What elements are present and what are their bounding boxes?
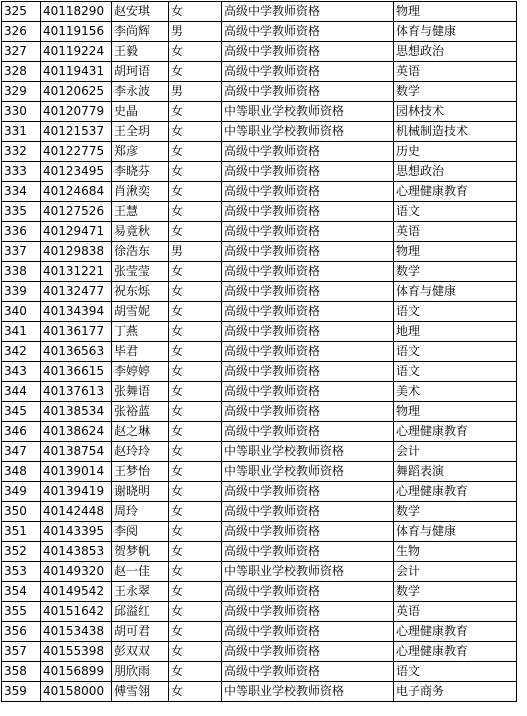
candidate-id-cell: 40120779 xyxy=(41,102,112,122)
gender-cell: 女 xyxy=(169,282,222,302)
row-number-cell: 336 xyxy=(2,222,41,242)
table-row xyxy=(2,342,517,362)
candidate-id-cell: 40139419 xyxy=(41,482,112,502)
subject-cell: 生物 xyxy=(394,542,517,562)
subject-cell: 语文 xyxy=(394,342,517,362)
qualification-cell: 高级中学教师资格 xyxy=(222,642,394,662)
subject-cell: 语文 xyxy=(394,302,517,322)
candidate-id-cell: 40119156 xyxy=(41,22,112,42)
name-cell: 王慧 xyxy=(112,202,169,222)
qualification-cell: 高级中学教师资格 xyxy=(222,222,394,242)
gender-cell: 女 xyxy=(169,682,222,702)
subject-cell: 体育与健康 xyxy=(394,22,517,42)
qualification-cell: 高级中学教师资格 xyxy=(222,202,394,222)
table-row xyxy=(2,622,517,642)
table-row xyxy=(2,382,517,402)
gender-cell: 女 xyxy=(169,182,222,202)
subject-cell: 语文 xyxy=(394,202,517,222)
gender-cell: 女 xyxy=(169,162,222,182)
name-cell: 傅雪翎 xyxy=(112,682,169,702)
name-cell: 王永翠 xyxy=(112,582,169,602)
subject-cell: 心理健康教育 xyxy=(394,642,517,662)
candidate-id-cell: 40131221 xyxy=(41,262,112,282)
table-row xyxy=(2,242,517,262)
row-number-cell: 354 xyxy=(2,582,41,602)
candidate-id-cell: 40138754 xyxy=(41,442,112,462)
qualification-cell: 中等职业学校教师资格 xyxy=(222,682,394,702)
name-cell: 王全玥 xyxy=(112,122,169,142)
qualification-cell: 高级中学教师资格 xyxy=(222,502,394,522)
gender-cell: 女 xyxy=(169,462,222,482)
table-row xyxy=(2,42,517,62)
table-row xyxy=(2,202,517,222)
name-cell: 徐浩东 xyxy=(112,242,169,262)
candidate-id-cell: 40127526 xyxy=(41,202,112,222)
name-cell: 王梦怡 xyxy=(112,462,169,482)
table-row xyxy=(2,642,517,662)
candidate-id-cell: 40136563 xyxy=(41,342,112,362)
row-number-cell: 330 xyxy=(2,102,41,122)
name-cell: 李尚辉 xyxy=(112,22,169,42)
table-row xyxy=(2,322,517,342)
candidate-id-cell: 40149542 xyxy=(41,582,112,602)
table-row xyxy=(2,282,517,302)
table-row xyxy=(2,662,517,682)
qualification-cell: 高级中学教师资格 xyxy=(222,162,394,182)
subject-cell: 英语 xyxy=(394,62,517,82)
name-cell: 王毅 xyxy=(112,42,169,62)
table-row xyxy=(2,142,517,162)
name-cell: 周玲 xyxy=(112,502,169,522)
name-cell: 郑彦 xyxy=(112,142,169,162)
qualification-cell: 高级中学教师资格 xyxy=(222,382,394,402)
qualification-cell: 高级中学教师资格 xyxy=(222,2,394,22)
candidate-id-cell: 40119224 xyxy=(41,42,112,62)
candidate-id-cell: 40132477 xyxy=(41,282,112,302)
gender-cell: 女 xyxy=(169,262,222,282)
qualification-cell: 中等职业学校教师资格 xyxy=(222,562,394,582)
row-number-cell: 335 xyxy=(2,202,41,222)
name-cell: 李婷婷 xyxy=(112,362,169,382)
candidate-id-cell: 40121537 xyxy=(41,122,112,142)
subject-cell: 英语 xyxy=(394,222,517,242)
subject-cell: 数学 xyxy=(394,82,517,102)
row-number-cell: 347 xyxy=(2,442,41,462)
row-number-cell: 333 xyxy=(2,162,41,182)
gender-cell: 女 xyxy=(169,482,222,502)
table-row xyxy=(2,482,517,502)
candidate-id-cell: 40120625 xyxy=(41,82,112,102)
candidate-id-cell: 40119431 xyxy=(41,62,112,82)
gender-cell: 女 xyxy=(169,522,222,542)
candidate-id-cell: 40136615 xyxy=(41,362,112,382)
qualification-cell: 高级中学教师资格 xyxy=(222,282,394,302)
gender-cell: 男 xyxy=(169,22,222,42)
gender-cell: 女 xyxy=(169,542,222,562)
qualification-cell: 中等职业学校教师资格 xyxy=(222,122,394,142)
gender-cell: 女 xyxy=(169,2,222,22)
qualification-cell: 高级中学教师资格 xyxy=(222,42,394,62)
qualification-cell: 高级中学教师资格 xyxy=(222,182,394,202)
gender-cell: 女 xyxy=(169,122,222,142)
qualification-cell: 高级中学教师资格 xyxy=(222,82,394,102)
gender-cell: 女 xyxy=(169,642,222,662)
qualification-cell: 高级中学教师资格 xyxy=(222,522,394,542)
gender-cell: 女 xyxy=(169,202,222,222)
candidate-id-cell: 40122775 xyxy=(41,142,112,162)
row-number-cell: 329 xyxy=(2,82,41,102)
candidate-id-cell: 40143853 xyxy=(41,542,112,562)
table-row xyxy=(2,502,517,522)
qualification-cell: 中等职业学校教师资格 xyxy=(222,442,394,462)
subject-cell: 心理健康教育 xyxy=(394,182,517,202)
table-row xyxy=(2,602,517,622)
table-row xyxy=(2,62,517,82)
row-number-cell: 352 xyxy=(2,542,41,562)
gender-cell: 女 xyxy=(169,142,222,162)
row-number-cell: 359 xyxy=(2,682,41,702)
row-number-cell: 327 xyxy=(2,42,41,62)
subject-cell: 体育与健康 xyxy=(394,282,517,302)
subject-cell: 语文 xyxy=(394,362,517,382)
table-row xyxy=(2,362,517,382)
qualification-cell: 高级中学教师资格 xyxy=(222,582,394,602)
name-cell: 邱溢红 xyxy=(112,602,169,622)
name-cell: 祝东烁 xyxy=(112,282,169,302)
name-cell: 彭双双 xyxy=(112,642,169,662)
qualification-cell: 高级中学教师资格 xyxy=(222,22,394,42)
table-row xyxy=(2,422,517,442)
row-number-cell: 357 xyxy=(2,642,41,662)
table-row xyxy=(2,162,517,182)
qualification-cell: 高级中学教师资格 xyxy=(222,302,394,322)
table-row xyxy=(2,522,517,542)
name-cell: 毕君 xyxy=(112,342,169,362)
candidate-id-cell: 40149320 xyxy=(41,562,112,582)
subject-cell: 电子商务 xyxy=(394,682,517,702)
row-number-cell: 340 xyxy=(2,302,41,322)
qualification-cell: 高级中学教师资格 xyxy=(222,322,394,342)
candidate-id-cell: 40142448 xyxy=(41,502,112,522)
subject-cell: 心理健康教育 xyxy=(394,422,517,442)
row-number-cell: 346 xyxy=(2,422,41,442)
subject-cell: 机械制造技术 xyxy=(394,122,517,142)
gender-cell: 女 xyxy=(169,442,222,462)
name-cell: 史晶 xyxy=(112,102,169,122)
qualification-cell: 高级中学教师资格 xyxy=(222,362,394,382)
table-row xyxy=(2,22,517,42)
qualification-cell: 高级中学教师资格 xyxy=(222,542,394,562)
name-cell: 赵之琳 xyxy=(112,422,169,442)
subject-cell: 物理 xyxy=(394,402,517,422)
row-number-cell: 326 xyxy=(2,22,41,42)
candidate-id-cell: 40134394 xyxy=(41,302,112,322)
subject-cell: 物理 xyxy=(394,2,517,22)
table-row xyxy=(2,682,517,702)
candidate-id-cell: 40138624 xyxy=(41,422,112,442)
table-row xyxy=(2,582,517,602)
gender-cell: 女 xyxy=(169,382,222,402)
row-number-cell: 353 xyxy=(2,562,41,582)
name-cell: 易竟秋 xyxy=(112,222,169,242)
gender-cell: 女 xyxy=(169,42,222,62)
row-number-cell: 337 xyxy=(2,242,41,262)
subject-cell: 园林技术 xyxy=(394,102,517,122)
name-cell: 胡雪妮 xyxy=(112,302,169,322)
row-number-cell: 356 xyxy=(2,622,41,642)
table-row xyxy=(2,542,517,562)
row-number-cell: 339 xyxy=(2,282,41,302)
row-number-cell: 358 xyxy=(2,662,41,682)
table-row xyxy=(2,302,517,322)
row-number-cell: 349 xyxy=(2,482,41,502)
row-number-cell: 341 xyxy=(2,322,41,342)
candidate-id-cell: 40137613 xyxy=(41,382,112,402)
gender-cell: 女 xyxy=(169,322,222,342)
qualification-cell: 中等职业学校教师资格 xyxy=(222,102,394,122)
gender-cell: 女 xyxy=(169,582,222,602)
row-number-cell: 332 xyxy=(2,142,41,162)
subject-cell: 体育与健康 xyxy=(394,522,517,542)
roster-body xyxy=(2,2,517,702)
gender-cell: 女 xyxy=(169,422,222,442)
gender-cell: 女 xyxy=(169,302,222,322)
row-number-cell: 350 xyxy=(2,502,41,522)
candidate-id-cell: 40138534 xyxy=(41,402,112,422)
name-cell: 肖湫奕 xyxy=(112,182,169,202)
qualification-cell: 高级中学教师资格 xyxy=(222,142,394,162)
gender-cell: 女 xyxy=(169,342,222,362)
subject-cell: 心理健康教育 xyxy=(394,482,517,502)
row-number-cell: 355 xyxy=(2,602,41,622)
gender-cell: 男 xyxy=(169,82,222,102)
name-cell: 李永波 xyxy=(112,82,169,102)
subject-cell: 语文 xyxy=(394,662,517,682)
qualification-cell: 中等职业学校教师资格 xyxy=(222,462,394,482)
row-number-cell: 338 xyxy=(2,262,41,282)
qualification-cell: 高级中学教师资格 xyxy=(222,662,394,682)
gender-cell: 女 xyxy=(169,602,222,622)
candidate-id-cell: 40129838 xyxy=(41,242,112,262)
table-row xyxy=(2,122,517,142)
row-number-cell: 328 xyxy=(2,62,41,82)
candidate-id-cell: 40123495 xyxy=(41,162,112,182)
table-row xyxy=(2,462,517,482)
subject-cell: 心理健康教育 xyxy=(394,622,517,642)
gender-cell: 女 xyxy=(169,502,222,522)
qualification-cell: 高级中学教师资格 xyxy=(222,342,394,362)
subject-cell: 数学 xyxy=(394,502,517,522)
row-number-cell: 334 xyxy=(2,182,41,202)
table-row xyxy=(2,442,517,462)
qualification-cell: 高级中学教师资格 xyxy=(222,422,394,442)
row-number-cell: 344 xyxy=(2,382,41,402)
row-number-cell: 331 xyxy=(2,122,41,142)
table-row xyxy=(2,82,517,102)
qualification-cell: 高级中学教师资格 xyxy=(222,242,394,262)
table-row xyxy=(2,562,517,582)
subject-cell: 美术 xyxy=(394,382,517,402)
subject-cell: 历史 xyxy=(394,142,517,162)
subject-cell: 思想政治 xyxy=(394,42,517,62)
name-cell: 赵一佳 xyxy=(112,562,169,582)
qualification-cell: 高级中学教师资格 xyxy=(222,602,394,622)
row-number-cell: 342 xyxy=(2,342,41,362)
candidate-id-cell: 40129471 xyxy=(41,222,112,242)
candidate-id-cell: 40124684 xyxy=(41,182,112,202)
gender-cell: 女 xyxy=(169,562,222,582)
name-cell: 贺梦帆 xyxy=(112,542,169,562)
candidate-id-cell: 40156899 xyxy=(41,662,112,682)
candidate-id-cell: 40151642 xyxy=(41,602,112,622)
table-row xyxy=(2,222,517,242)
subject-cell: 数学 xyxy=(394,582,517,602)
qualification-cell: 高级中学教师资格 xyxy=(222,482,394,502)
candidate-id-cell: 40158000 xyxy=(41,682,112,702)
table-row xyxy=(2,102,517,122)
name-cell: 李晓芬 xyxy=(112,162,169,182)
candidate-id-cell: 40118290 xyxy=(41,2,112,22)
subject-cell: 会计 xyxy=(394,442,517,462)
name-cell: 张裕蓝 xyxy=(112,402,169,422)
table-row xyxy=(2,182,517,202)
candidate-id-cell: 40143395 xyxy=(41,522,112,542)
gender-cell: 女 xyxy=(169,222,222,242)
name-cell: 李阅 xyxy=(112,522,169,542)
gender-cell: 女 xyxy=(169,662,222,682)
candidate-id-cell: 40139014 xyxy=(41,462,112,482)
qualification-cell: 高级中学教师资格 xyxy=(222,402,394,422)
row-number-cell: 345 xyxy=(2,402,41,422)
subject-cell: 思想政治 xyxy=(394,162,517,182)
roster-table xyxy=(1,1,517,702)
name-cell: 张舞语 xyxy=(112,382,169,402)
subject-cell: 物理 xyxy=(394,242,517,262)
name-cell: 胡可君 xyxy=(112,622,169,642)
table-row xyxy=(2,402,517,422)
qualification-cell: 高级中学教师资格 xyxy=(222,262,394,282)
qualification-cell: 高级中学教师资格 xyxy=(222,62,394,82)
table-row xyxy=(2,262,517,282)
gender-cell: 女 xyxy=(169,102,222,122)
name-cell: 谢晓明 xyxy=(112,482,169,502)
candidate-id-cell: 40155398 xyxy=(41,642,112,662)
row-number-cell: 351 xyxy=(2,522,41,542)
subject-cell: 数学 xyxy=(394,262,517,282)
subject-cell: 会计 xyxy=(394,562,517,582)
gender-cell: 女 xyxy=(169,362,222,382)
name-cell: 朋欣雨 xyxy=(112,662,169,682)
gender-cell: 女 xyxy=(169,622,222,642)
candidate-id-cell: 40153438 xyxy=(41,622,112,642)
row-number-cell: 348 xyxy=(2,462,41,482)
name-cell: 胡珂语 xyxy=(112,62,169,82)
row-number-cell: 325 xyxy=(2,2,41,22)
gender-cell: 女 xyxy=(169,62,222,82)
name-cell: 赵安琪 xyxy=(112,2,169,22)
candidate-id-cell: 40136177 xyxy=(41,322,112,342)
subject-cell: 地理 xyxy=(394,322,517,342)
subject-cell: 舞蹈表演 xyxy=(394,462,517,482)
subject-cell: 英语 xyxy=(394,602,517,622)
gender-cell: 女 xyxy=(169,402,222,422)
gender-cell: 男 xyxy=(169,242,222,262)
table-row xyxy=(2,2,517,22)
qualification-cell: 高级中学教师资格 xyxy=(222,622,394,642)
row-number-cell: 343 xyxy=(2,362,41,382)
name-cell: 张莹莹 xyxy=(112,262,169,282)
name-cell: 丁燕 xyxy=(112,322,169,342)
name-cell: 赵玲玲 xyxy=(112,442,169,462)
